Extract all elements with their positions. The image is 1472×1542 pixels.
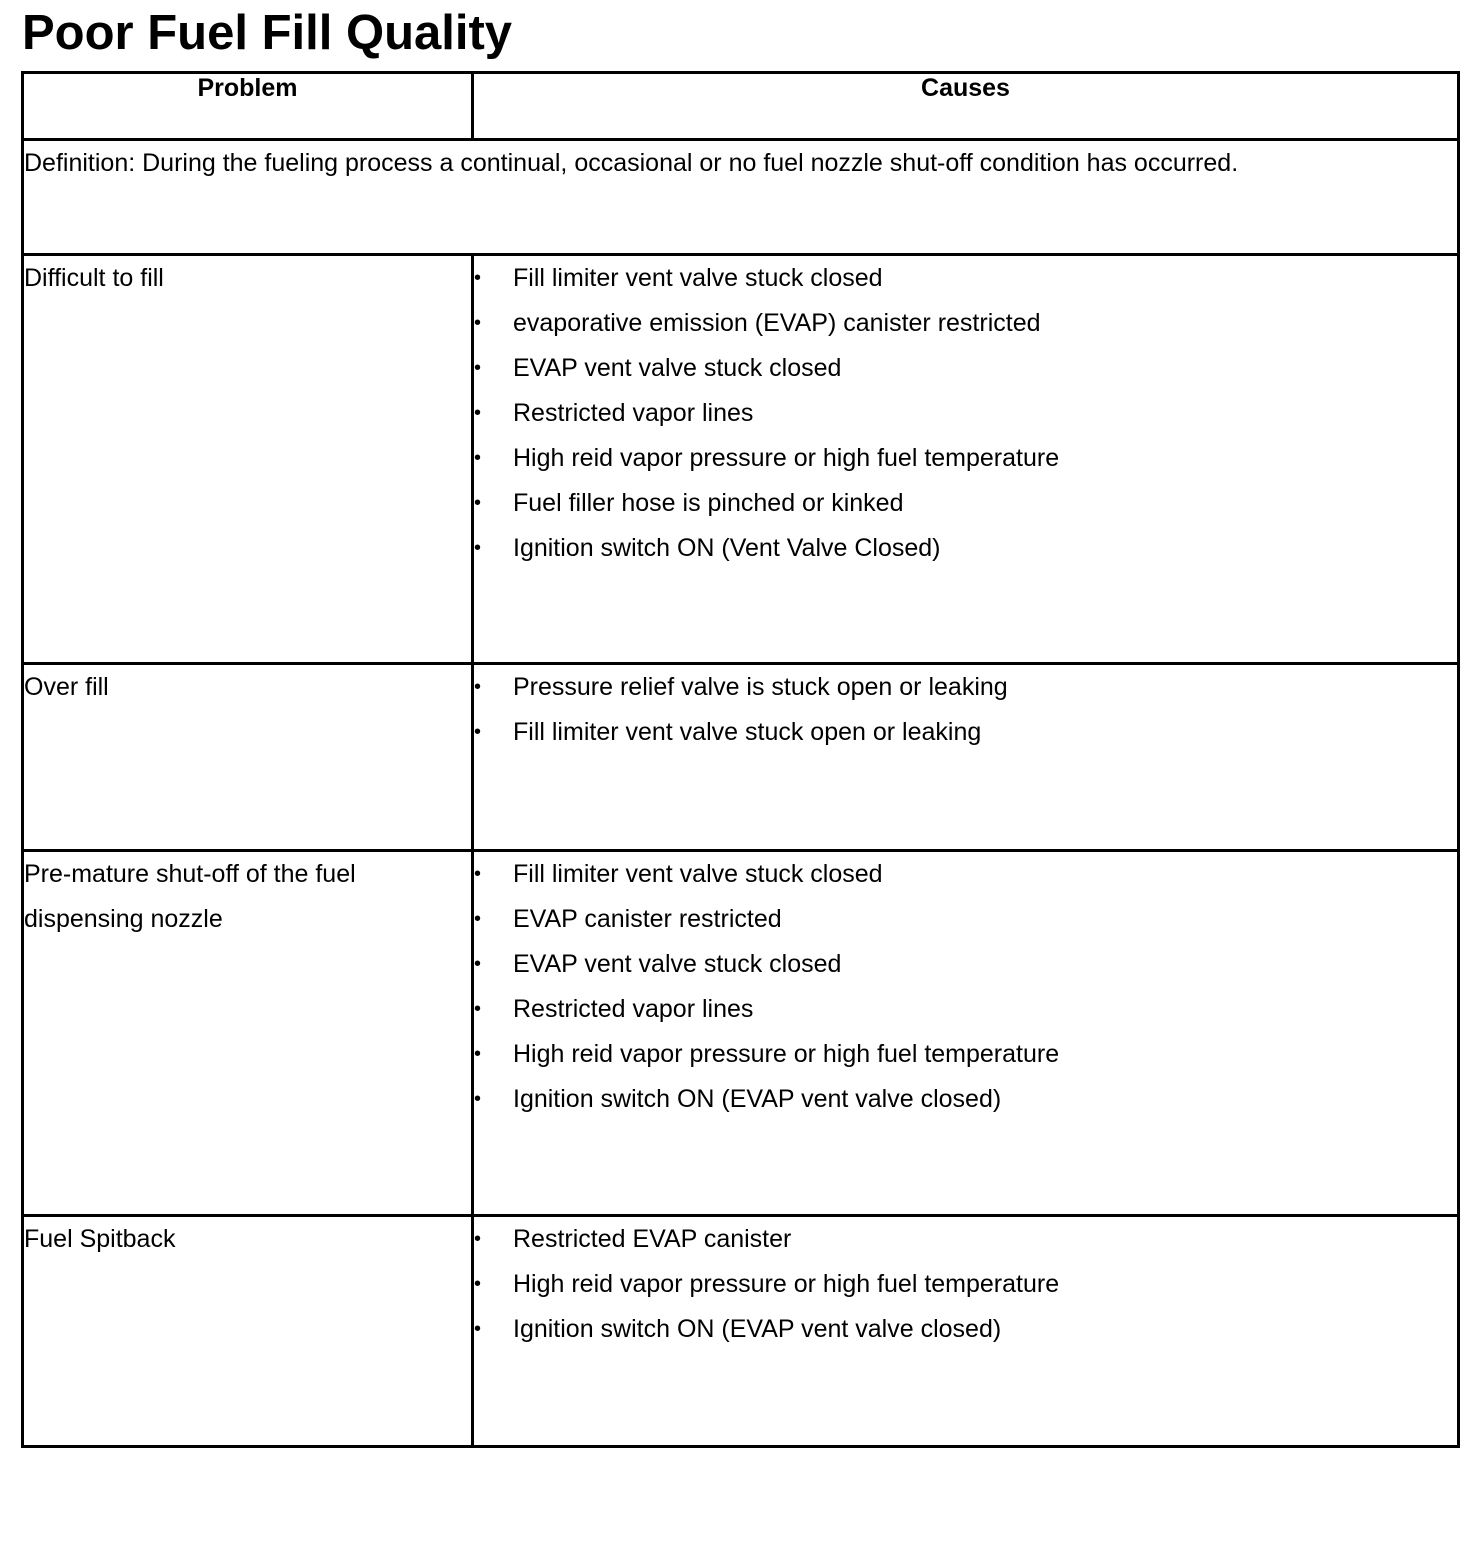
causes-cell xyxy=(473,1216,1459,1447)
cause-item xyxy=(474,301,1457,346)
cause-text: EVAP vent valve stuck closed xyxy=(513,950,842,978)
cause-item xyxy=(474,391,1457,436)
causes-cell xyxy=(473,851,1459,1216)
problem-cell: Over fill xyxy=(23,664,473,851)
bullet: • xyxy=(474,676,482,698)
bullet: • xyxy=(474,1043,482,1065)
causes-cell xyxy=(473,255,1459,664)
cause-item xyxy=(474,987,1457,1032)
bullet: • xyxy=(474,953,482,975)
cause-item xyxy=(474,665,1457,710)
bullet: • xyxy=(474,492,482,514)
cause-item xyxy=(474,481,1457,526)
bullet: • xyxy=(474,1318,482,1340)
problem-cell: Fuel Spitback xyxy=(23,1216,473,1447)
cause-item xyxy=(474,526,1457,571)
definition-text: Definition: During the fueling process a continual, occasional or no fuel nozzle shut-off condition has occurred. xyxy=(23,140,1459,255)
cause-text: Restricted EVAP canister xyxy=(513,1225,792,1253)
table-row xyxy=(23,851,1459,1216)
diagnostic-table xyxy=(21,71,1460,1448)
cause-item xyxy=(474,852,1457,897)
bullet: • xyxy=(474,863,482,885)
cause-item xyxy=(474,436,1457,481)
bullet: • xyxy=(474,1088,482,1110)
cause-text: EVAP vent valve stuck closed xyxy=(513,354,842,382)
cause-text: High reid vapor pressure or high fuel temperature xyxy=(513,1040,1060,1068)
cause-item xyxy=(474,1032,1457,1077)
cause-text: evaporative emission (EVAP) canister restricted xyxy=(513,309,1041,337)
cause-list xyxy=(474,1217,1457,1352)
cause-text: High reid vapor pressure or high fuel temperature xyxy=(513,444,1060,472)
cause-text: Fill limiter vent valve stuck closed xyxy=(513,860,883,888)
problem-column-header: Problem xyxy=(23,73,473,140)
cause-list xyxy=(474,852,1457,1122)
table-header-row xyxy=(23,73,1459,140)
causes-cell xyxy=(473,664,1459,851)
table-row xyxy=(23,664,1459,851)
cause-item xyxy=(474,1217,1457,1262)
cause-text: Fuel filler hose is pinched or kinked xyxy=(513,489,904,517)
bullet: • xyxy=(474,998,482,1020)
cause-text: Fill limiter vent valve stuck closed xyxy=(513,264,883,292)
cause-item xyxy=(474,1262,1457,1307)
cause-item xyxy=(474,1077,1457,1122)
problem-cell: Pre-mature shut-off of the fuel dispensing nozzle xyxy=(23,851,473,1216)
cause-text: Restricted vapor lines xyxy=(513,995,754,1023)
definition-row xyxy=(23,140,1459,255)
page-title: Poor Fuel Fill Quality xyxy=(22,6,513,60)
cause-item xyxy=(474,1307,1457,1352)
cause-text: Ignition switch ON (EVAP vent valve closed) xyxy=(513,1085,1002,1113)
cause-item xyxy=(474,897,1457,942)
cause-text: EVAP canister restricted xyxy=(513,905,782,933)
cause-list xyxy=(474,256,1457,571)
bullet: • xyxy=(474,357,482,379)
cause-item xyxy=(474,346,1457,391)
cause-item xyxy=(474,710,1457,755)
cause-text: Ignition switch ON (EVAP vent valve closed) xyxy=(513,1315,1002,1343)
bullet: • xyxy=(474,537,482,559)
cause-text: High reid vapor pressure or high fuel temperature xyxy=(513,1270,1060,1298)
bullet: • xyxy=(474,447,482,469)
bullet: • xyxy=(474,402,482,424)
bullet: • xyxy=(474,1273,482,1295)
table-row xyxy=(23,255,1459,664)
cause-item xyxy=(474,256,1457,301)
cause-text: Restricted vapor lines xyxy=(513,399,754,427)
causes-column-header: Causes xyxy=(473,73,1459,140)
bullet: • xyxy=(474,312,482,334)
bullet: • xyxy=(474,267,482,289)
cause-item xyxy=(474,942,1457,987)
problem-cell: Difficult to fill xyxy=(23,255,473,664)
table-row xyxy=(23,1216,1459,1447)
bullet: • xyxy=(474,1228,482,1250)
cause-text: Pressure relief valve is stuck open or leaking xyxy=(513,673,1008,701)
cause-text: Fill limiter vent valve stuck open or leaking xyxy=(513,718,982,746)
bullet: • xyxy=(474,908,482,930)
bullet: • xyxy=(474,721,482,743)
cause-text: Ignition switch ON (Vent Valve Closed) xyxy=(513,534,941,562)
cause-list xyxy=(474,665,1457,755)
